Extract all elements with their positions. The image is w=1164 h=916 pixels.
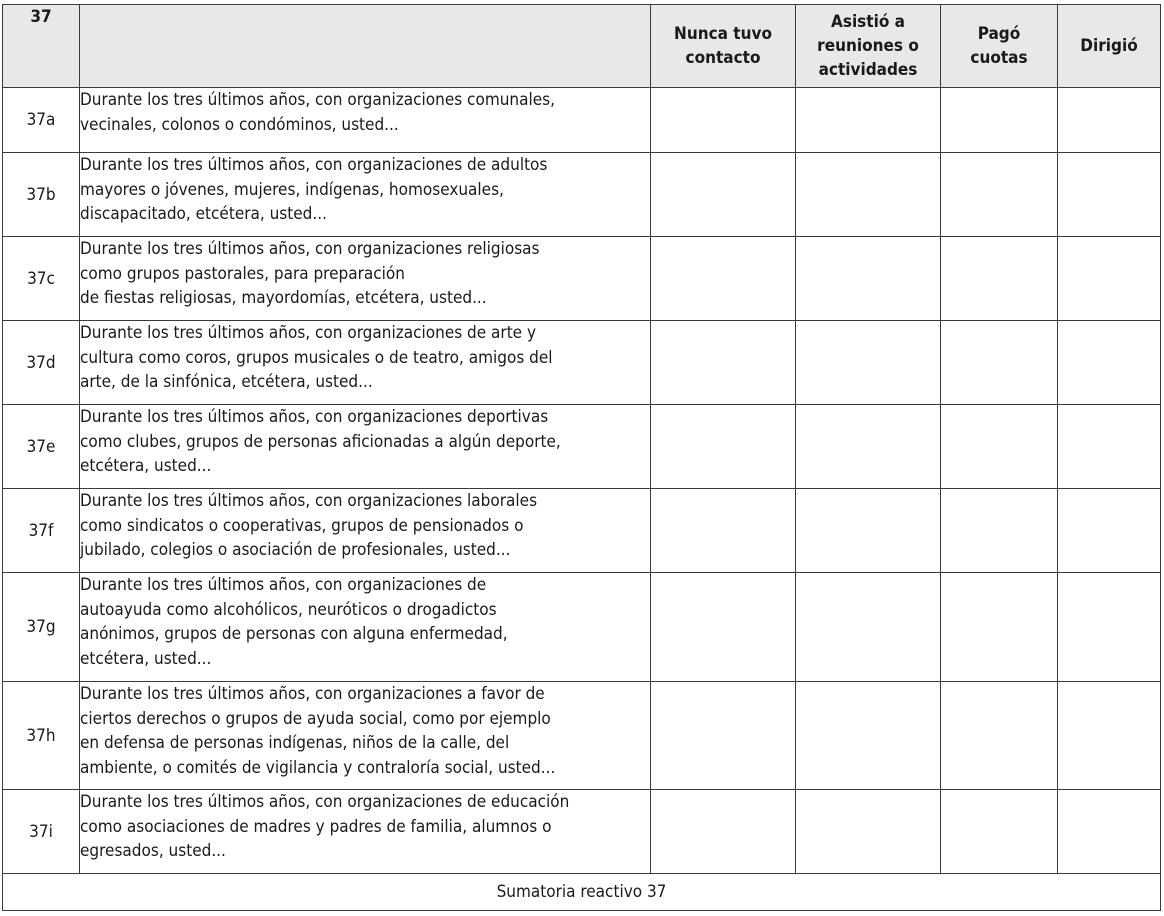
item-text: Durante los tres últimos años, con organizaciones deportivas como clubes, grupos de personas aficionadas a algún deporte, etcétera, usted...	[80, 405, 651, 489]
col-header-dirigio: Dirigió	[1058, 5, 1161, 88]
question-number: 37	[3, 5, 80, 88]
question-text-header	[80, 5, 651, 88]
answer-cell-pago[interactable]	[941, 88, 1058, 153]
answer-cell-asistio[interactable]	[796, 88, 941, 153]
col-header-asistio: Asistió a reuniones o actividades	[796, 5, 941, 88]
answer-cell-pago[interactable]	[941, 682, 1058, 790]
summary-label: Sumatoria reactivo 37	[3, 874, 1161, 911]
answer-cell-dirigio[interactable]	[1058, 489, 1161, 573]
item-code: 37c	[3, 237, 80, 321]
survey-body	[3, 88, 1161, 911]
table-row	[3, 489, 1161, 573]
item-code: 37i	[3, 790, 80, 874]
item-text: Durante los tres últimos años, con organizaciones a favor de ciertos derechos o grupos de ayuda social, como por ejemplo en defensa de personas indígenas, niños de la calle, del ambiente, o comités de vigilancia y contraloría social, usted...	[80, 682, 651, 790]
item-text: Durante los tres últimos años, con organizaciones de arte y cultura como coros, grupos musicales o de teatro, amigos del arte, de la sinfónica, etcétera, usted...	[80, 321, 651, 405]
answer-cell-dirigio[interactable]	[1058, 321, 1161, 405]
answer-cell-nunca[interactable]	[651, 405, 796, 489]
answer-cell-dirigio[interactable]	[1058, 88, 1161, 153]
item-code: 37g	[3, 573, 80, 682]
answer-cell-nunca[interactable]	[651, 237, 796, 321]
table-row	[3, 321, 1161, 405]
header-row	[3, 5, 1161, 88]
answer-cell-asistio[interactable]	[796, 321, 941, 405]
table-row	[3, 790, 1161, 874]
answer-cell-nunca[interactable]	[651, 321, 796, 405]
answer-cell-asistio[interactable]	[796, 573, 941, 682]
answer-cell-dirigio[interactable]	[1058, 405, 1161, 489]
table-row	[3, 153, 1161, 237]
item-text: Durante los tres últimos años, con organizaciones de adultos mayores o jóvenes, mujeres, indígenas, homosexuales, discapacitado, etcétera, usted...	[80, 153, 651, 237]
item-code: 37d	[3, 321, 80, 405]
item-text: Durante los tres últimos años, con organizaciones comunales, vecinales, colonos o condóminos, usted...	[80, 88, 651, 153]
item-text: Durante los tres últimos años, con organizaciones religiosas como grupos pastorales, para preparación de fiestas religiosas, mayordomías, etcétera, usted...	[80, 237, 651, 321]
col-header-nunca: Nunca tuvo contacto	[651, 5, 796, 88]
item-code: 37a	[3, 88, 80, 153]
answer-cell-pago[interactable]	[941, 237, 1058, 321]
answer-cell-dirigio[interactable]	[1058, 790, 1161, 874]
table-row	[3, 88, 1161, 153]
answer-cell-asistio[interactable]	[796, 489, 941, 573]
table-row	[3, 573, 1161, 682]
answer-cell-nunca[interactable]	[651, 790, 796, 874]
table-row	[3, 237, 1161, 321]
answer-cell-nunca[interactable]	[651, 88, 796, 153]
answer-cell-asistio[interactable]	[796, 405, 941, 489]
answer-cell-dirigio[interactable]	[1058, 237, 1161, 321]
answer-cell-pago[interactable]	[941, 153, 1058, 237]
answer-cell-nunca[interactable]	[651, 573, 796, 682]
answer-cell-asistio[interactable]	[796, 790, 941, 874]
answer-cell-asistio[interactable]	[796, 237, 941, 321]
answer-cell-pago[interactable]	[941, 489, 1058, 573]
answer-cell-dirigio[interactable]	[1058, 682, 1161, 790]
item-code: 37h	[3, 682, 80, 790]
item-text: Durante los tres últimos años, con organizaciones de educación como asociaciones de madres y padres de familia, alumnos o egresados, usted...	[80, 790, 651, 874]
answer-cell-dirigio[interactable]	[1058, 573, 1161, 682]
answer-cell-pago[interactable]	[941, 790, 1058, 874]
item-code: 37b	[3, 153, 80, 237]
answer-cell-pago[interactable]	[941, 405, 1058, 489]
item-code: 37e	[3, 405, 80, 489]
answer-cell-nunca[interactable]	[651, 489, 796, 573]
summary-row	[3, 874, 1161, 911]
col-header-pago: Pagó cuotas	[941, 5, 1058, 88]
item-code: 37f	[3, 489, 80, 573]
table-row	[3, 405, 1161, 489]
answer-cell-nunca[interactable]	[651, 682, 796, 790]
table-row	[3, 682, 1161, 790]
answer-cell-pago[interactable]	[941, 321, 1058, 405]
answer-cell-asistio[interactable]	[796, 682, 941, 790]
item-text: Durante los tres últimos años, con organizaciones de autoayuda como alcohólicos, neuróticos o drogadictos anónimos, grupos de personas con alguna enfermedad, etcétera, usted...	[80, 573, 651, 682]
answer-cell-asistio[interactable]	[796, 153, 941, 237]
survey-table	[2, 4, 1161, 911]
answer-cell-nunca[interactable]	[651, 153, 796, 237]
item-text: Durante los tres últimos años, con organizaciones laborales como sindicatos o cooperativas, grupos de pensionados o jubilado, colegios o asociación de profesionales, usted...	[80, 489, 651, 573]
answer-cell-dirigio[interactable]	[1058, 153, 1161, 237]
answer-cell-pago[interactable]	[941, 573, 1058, 682]
